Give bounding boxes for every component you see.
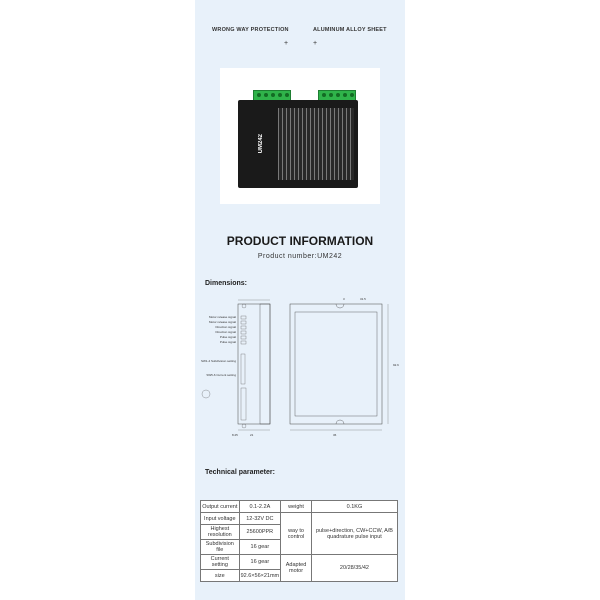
front-outline [238, 304, 270, 424]
driver-model-label: UM242 [258, 134, 264, 154]
dimensions-heading: Dimensions: [205, 280, 248, 287]
table-row [201, 501, 398, 513]
left-label-2: Motor release signal [208, 320, 236, 324]
table-row [201, 513, 398, 525]
page-title: PRODUCT INFORMATION [226, 234, 374, 248]
cell: way to control [281, 513, 312, 555]
top-dim-2: 31.5 [360, 297, 366, 301]
cell: 0.1-2.2A [239, 501, 281, 513]
left-label-5: Pulse signal [219, 335, 236, 339]
cell: weight [281, 501, 312, 513]
cell: 20/28/35/42 [311, 555, 397, 582]
cell: Current setting [201, 555, 240, 570]
cell: Subdivision file [201, 540, 240, 555]
left-label-4: Direction signal [215, 330, 236, 334]
cell: 92.6×56×21mm [239, 570, 281, 582]
cell: 25600PPR [239, 525, 281, 540]
side-face [260, 304, 270, 424]
driver-unit [238, 100, 358, 188]
side-dim: 92.6 [393, 363, 399, 367]
cell: Output current [201, 501, 240, 513]
feature-wrong-way-protection: WRONG WAY PROTECTION [212, 27, 289, 33]
top-dim-1: 3 [343, 297, 345, 301]
bottom-dim-3: 36 [333, 433, 337, 437]
cell: Adapted motor [281, 555, 312, 582]
technical-table [200, 500, 398, 582]
cell: size [201, 570, 240, 582]
sw1-label: SW1-4 Subdivision setting [200, 359, 236, 363]
cell: Highest resolution [201, 525, 240, 540]
left-label-3: Direction signal [215, 325, 236, 329]
dimension-drawing [198, 296, 404, 446]
feature-aluminum-alloy-sheet: ALUMINUM ALLOY SHEET [313, 27, 387, 33]
bottom-dim-1: 8.25 [232, 433, 238, 437]
top-outline [290, 304, 382, 424]
cell: pulse+direction, CW+CCW, A/B quadrature pulse input [311, 513, 397, 555]
left-label-1: Motor release signal [208, 315, 236, 319]
left-label-6: Pulse signal [219, 340, 236, 344]
cell: 16 gear [239, 540, 281, 555]
feature-plus-mark: + [284, 40, 289, 47]
bottom-dim-2: 21 [250, 433, 254, 437]
inner-outline [295, 312, 377, 416]
product-number: Product number:UM242 [257, 253, 343, 260]
feature-plus-mark: + [313, 40, 318, 47]
cell: Input voltage [201, 513, 240, 525]
sw2-label: SW5-6 Current setting [206, 373, 236, 377]
heat-sink-fins [278, 108, 354, 180]
cell: 12-32V DC [239, 513, 281, 525]
technical-heading: Technical parameter: [205, 469, 275, 476]
cell: 0.1KG [311, 501, 397, 513]
table-row [201, 555, 398, 570]
cell: 16 gear [239, 555, 281, 570]
